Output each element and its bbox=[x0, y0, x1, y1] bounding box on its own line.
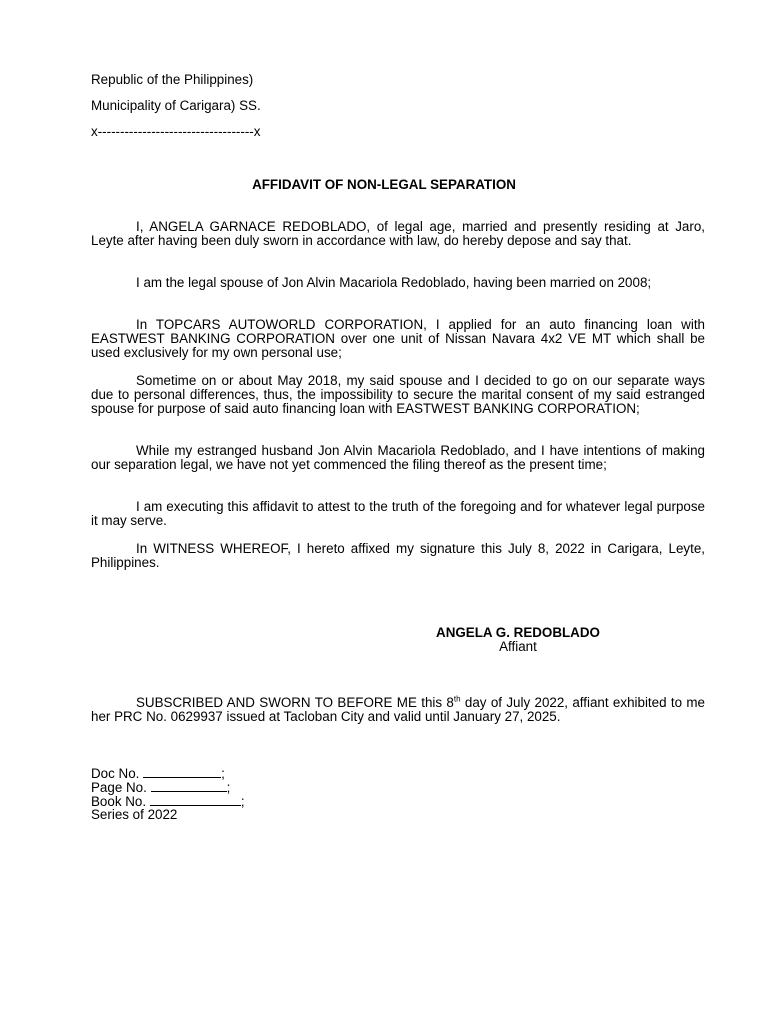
header-republic: Republic of the Philippines) bbox=[91, 72, 254, 87]
affiant-name: ANGELA G. REDOBLADO bbox=[436, 625, 600, 640]
doc-no-line bbox=[91, 766, 225, 781]
book-no-terminator: ; bbox=[240, 794, 245, 809]
affiant-role: Affiant bbox=[499, 639, 537, 654]
book-no-blank bbox=[150, 794, 241, 806]
doc-no-blank bbox=[143, 766, 221, 778]
page-no-blank bbox=[151, 780, 227, 792]
paragraph-witness: In WITNESS WHEREOF, I hereto affixed my signature this July 8, 2022 in Carigara, Leyte, Philippines. bbox=[91, 541, 705, 570]
paragraph-auto-loan: In TOPCARS AUTOWORLD CORPORATION, I applied for an auto financing loan with EASTWEST BANKING CORPORATION over one unit of Nissan Navara 4x2 VE MT which shall be used exclusively for my own personal use; bbox=[91, 317, 705, 360]
header-municipality: Municipality of Carigara) SS. bbox=[91, 98, 261, 113]
header-separator: x-----------------------------------x bbox=[91, 124, 261, 139]
paragraph-spouse: I am the legal spouse of Jon Alvin Macariola Redoblado, having been married on 2008; bbox=[136, 275, 652, 290]
doc-no-terminator: ; bbox=[221, 766, 225, 781]
jurat-superscript: th bbox=[453, 694, 461, 704]
page-no-terminator: ; bbox=[226, 780, 231, 795]
jurat-text-after: day of July 2022, affiant exhibited to me her PRC No. 0629937 issued at Tacloban City and valid until January 27, 2025. bbox=[91, 695, 705, 724]
paragraph-separation: Sometime on or about May 2018, my said spouse and I decided to go on our separate ways due to personal differences, thus, the impossibility to secure the marital consent of my said estranged spouse for purpose of said auto financing loan with EASTWEST BANKING CORPORATION; bbox=[91, 373, 705, 416]
document-title: AFFIDAVIT OF NON-LEGAL SEPARATION bbox=[252, 177, 516, 192]
page-no-line bbox=[91, 780, 230, 795]
series-line: Series of 2022 bbox=[91, 807, 178, 822]
paragraph-affiant-intro: I, ANGELA GARNACE REDOBLADO, of legal age, married and presently residing at Jaro, Leyte after having been duly sworn in accordance with law, do hereby depose and say that. bbox=[91, 219, 705, 248]
book-no-label: Book No. bbox=[91, 794, 150, 809]
page-no-label: Page No. bbox=[91, 780, 151, 795]
paragraph-intentions: While my estranged husband Jon Alvin Macariola Redoblado, and I have intentions of making our separation legal, we have not yet commenced the filing thereof as the present time; bbox=[91, 443, 705, 472]
doc-no-label: Doc No. bbox=[91, 766, 144, 781]
jurat-text-before: SUBSCRIBED AND SWORN TO BEFORE ME this 8 bbox=[136, 695, 454, 710]
paragraph-jurat bbox=[91, 696, 705, 724]
paragraph-purpose: I am executing this affidavit to attest to the truth of the foregoing and for whatever legal purpose it may serve. bbox=[91, 499, 705, 528]
